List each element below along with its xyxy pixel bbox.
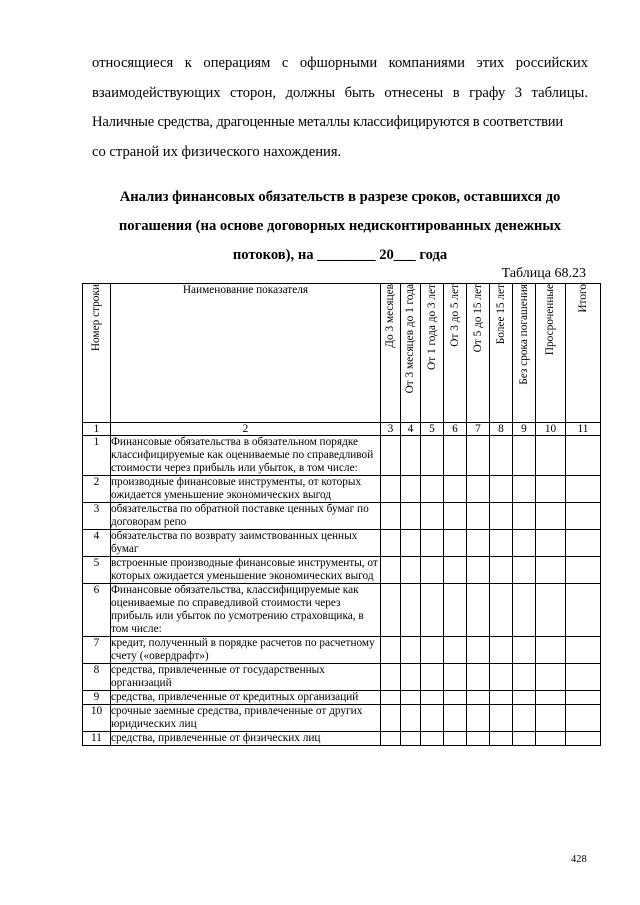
value-cell xyxy=(421,530,444,557)
body-line: Наличные средства, драгоценные металлы классифицируются в соответствии xyxy=(92,114,563,130)
value-cell xyxy=(490,705,513,732)
row-number: 10 xyxy=(83,705,111,732)
value-cell xyxy=(513,503,536,530)
value-cell xyxy=(490,436,513,476)
body-line: относящиеся к операциям с офшорными компаниями этих российских xyxy=(92,55,588,71)
value-cell xyxy=(381,691,401,705)
table-heading xyxy=(92,183,588,270)
header-row-number: Номер строки xyxy=(83,284,111,423)
table-row xyxy=(83,732,601,746)
value-cell xyxy=(381,503,401,530)
value-cell xyxy=(536,476,566,503)
header-period: От 1 года до 3 лет xyxy=(421,284,444,423)
header-period: До 3 месяцев xyxy=(381,284,401,423)
table-row xyxy=(83,476,601,503)
header-indicator-name: Наименование показателя xyxy=(111,284,381,423)
value-cell xyxy=(444,530,467,557)
indicator-name: средства, привлеченные от физических лиц xyxy=(111,732,381,746)
value-cell xyxy=(401,732,421,746)
value-cell xyxy=(566,436,601,476)
heading-line: погашения (на основе договорных недисконтированных денежных xyxy=(118,218,562,234)
indicator-name: производные финансовые инструменты, от которых ожидается уменьшение экономических выгод xyxy=(111,476,381,503)
value-cell xyxy=(421,476,444,503)
indicator-name: кредит, полученный в порядке расчетов по расчетному счету («овердрафт») xyxy=(111,637,381,664)
value-cell xyxy=(401,476,421,503)
value-cell xyxy=(536,557,566,584)
column-number: 6 xyxy=(444,423,467,436)
value-cell xyxy=(566,503,601,530)
column-number: 5 xyxy=(421,423,444,436)
value-cell xyxy=(401,584,421,637)
heading-line: Анализ финансовых обязательств в разрезе сроков, оставшихся до xyxy=(119,189,561,205)
value-cell xyxy=(381,584,401,637)
value-cell xyxy=(566,691,601,705)
value-cell xyxy=(536,584,566,637)
column-number: 10 xyxy=(536,423,566,436)
value-cell xyxy=(381,530,401,557)
column-number: 8 xyxy=(490,423,513,436)
row-number: 9 xyxy=(83,691,111,705)
value-cell xyxy=(513,664,536,691)
value-cell xyxy=(421,584,444,637)
page-number: 428 xyxy=(571,854,587,865)
value-cell xyxy=(566,664,601,691)
value-cell xyxy=(421,557,444,584)
value-cell xyxy=(444,503,467,530)
indicator-name: обязательства по обратной поставке ценных бумаг по договорам репо xyxy=(111,503,381,530)
value-cell xyxy=(536,503,566,530)
value-cell xyxy=(421,436,444,476)
header-period: От 3 до 5 лет xyxy=(444,284,467,423)
value-cell xyxy=(401,705,421,732)
column-number: 2 xyxy=(111,423,381,436)
value-cell xyxy=(566,705,601,732)
body-line: взаимодействующих сторон, должны быть отнесены в графу 3 таблицы. xyxy=(92,84,588,101)
column-number: 7 xyxy=(467,423,490,436)
value-cell xyxy=(536,436,566,476)
value-cell xyxy=(401,530,421,557)
indicator-name: срочные заемные средства, привлеченные от других юридических лиц xyxy=(111,705,381,732)
value-cell xyxy=(536,691,566,705)
column-number: 9 xyxy=(513,423,536,436)
row-number: 2 xyxy=(83,476,111,503)
value-cell xyxy=(467,584,490,637)
value-cell xyxy=(381,705,401,732)
value-cell xyxy=(381,664,401,691)
value-cell xyxy=(513,584,536,637)
value-cell xyxy=(566,584,601,637)
table-row xyxy=(83,557,601,584)
value-cell xyxy=(513,637,536,664)
row-number: 3 xyxy=(83,503,111,530)
value-cell xyxy=(467,732,490,746)
table-row xyxy=(83,705,601,732)
value-cell xyxy=(490,530,513,557)
value-cell xyxy=(490,476,513,503)
value-cell xyxy=(566,476,601,503)
value-cell xyxy=(513,732,536,746)
indicator-name: Финансовые обязательства в обязательном порядке классифицируемые как оцениваемые по справедливой стоимости через прибыль или убыток, в том числе: xyxy=(111,436,381,476)
value-cell xyxy=(421,732,444,746)
value-cell xyxy=(444,584,467,637)
header-period: От 5 до 15 лет xyxy=(467,284,490,423)
header-period: Более 15 лет xyxy=(490,284,513,423)
table-row xyxy=(83,436,601,476)
header-period: Просроченные xyxy=(536,284,566,423)
value-cell xyxy=(381,732,401,746)
row-number: 5 xyxy=(83,557,111,584)
liabilities-maturity-table xyxy=(82,283,601,746)
value-cell xyxy=(513,530,536,557)
value-cell xyxy=(401,664,421,691)
row-number: 11 xyxy=(83,732,111,746)
value-cell xyxy=(513,691,536,705)
indicator-name: средства, привлеченные от государственных организаций xyxy=(111,664,381,691)
value-cell xyxy=(421,691,444,705)
value-cell xyxy=(536,705,566,732)
value-cell xyxy=(467,557,490,584)
value-cell xyxy=(490,503,513,530)
value-cell xyxy=(421,637,444,664)
body-line: со страной их физического нахождения. xyxy=(92,143,342,160)
value-cell xyxy=(401,436,421,476)
row-number: 8 xyxy=(83,664,111,691)
header-period: Без срока погашения xyxy=(513,284,536,423)
value-cell xyxy=(566,637,601,664)
value-cell xyxy=(467,503,490,530)
value-cell xyxy=(490,637,513,664)
value-cell xyxy=(381,476,401,503)
row-number: 6 xyxy=(83,584,111,637)
value-cell xyxy=(467,530,490,557)
table-row xyxy=(83,503,601,530)
value-cell xyxy=(467,637,490,664)
row-number: 4 xyxy=(83,530,111,557)
table-row xyxy=(83,530,601,557)
value-cell xyxy=(566,557,601,584)
row-number: 1 xyxy=(83,436,111,476)
value-cell xyxy=(444,732,467,746)
header-period: От 3 месяцев до 1 года xyxy=(401,284,421,423)
value-cell xyxy=(490,584,513,637)
table-row xyxy=(83,664,601,691)
header-total: Итого xyxy=(566,284,601,423)
row-number: 7 xyxy=(83,637,111,664)
indicator-name: Финансовые обязательства, классифицируемые как оцениваемые по справедливой стоимости через прибыль или убыток по усмотрению страховщика, в том числе: xyxy=(111,584,381,637)
value-cell xyxy=(467,705,490,732)
value-cell xyxy=(536,664,566,691)
value-cell xyxy=(566,530,601,557)
value-cell xyxy=(444,436,467,476)
value-cell xyxy=(444,705,467,732)
value-cell xyxy=(381,436,401,476)
indicator-name: средства, привлеченные от кредитных организаций xyxy=(111,691,381,705)
value-cell xyxy=(444,637,467,664)
value-cell xyxy=(490,691,513,705)
value-cell xyxy=(536,732,566,746)
value-cell xyxy=(467,691,490,705)
table-row xyxy=(83,637,601,664)
heading-line: потоков), на ________ 20___ года xyxy=(232,247,448,263)
value-cell xyxy=(444,557,467,584)
value-cell xyxy=(401,557,421,584)
indicator-name: встроенные производные финансовые инструменты, от которых ожидается уменьшение экономических выгод xyxy=(111,557,381,584)
value-cell xyxy=(566,732,601,746)
table-row xyxy=(83,584,601,637)
value-cell xyxy=(401,637,421,664)
value-cell xyxy=(513,436,536,476)
value-cell xyxy=(467,476,490,503)
value-cell xyxy=(444,664,467,691)
value-cell xyxy=(444,691,467,705)
table-label: Таблица 68.23 xyxy=(501,266,586,281)
value-cell xyxy=(513,476,536,503)
value-cell xyxy=(513,557,536,584)
value-cell xyxy=(421,503,444,530)
value-cell xyxy=(381,557,401,584)
value-cell xyxy=(421,664,444,691)
column-number-row xyxy=(83,423,601,436)
column-number: 11 xyxy=(566,423,601,436)
table-row xyxy=(83,691,601,705)
value-cell xyxy=(421,705,444,732)
column-number: 3 xyxy=(381,423,401,436)
value-cell xyxy=(536,530,566,557)
indicator-name: обязательства по возврату заимствованных ценных бумаг xyxy=(111,530,381,557)
value-cell xyxy=(444,476,467,503)
value-cell xyxy=(490,557,513,584)
value-cell xyxy=(401,503,421,530)
value-cell xyxy=(467,664,490,691)
column-number: 1 xyxy=(83,423,111,436)
value-cell xyxy=(513,705,536,732)
value-cell xyxy=(381,637,401,664)
value-cell xyxy=(401,691,421,705)
value-cell xyxy=(490,732,513,746)
value-cell xyxy=(467,436,490,476)
body-paragraph xyxy=(92,49,588,167)
value-cell xyxy=(536,637,566,664)
value-cell xyxy=(490,664,513,691)
column-number: 4 xyxy=(401,423,421,436)
header-row xyxy=(83,284,601,423)
